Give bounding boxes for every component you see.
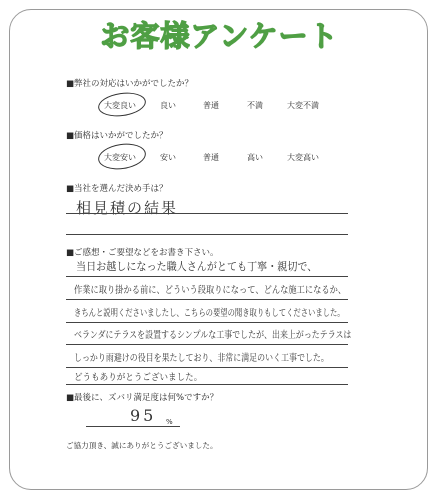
footer-thanks: ご協力頂き、誠にありがとうございました。 (66, 441, 218, 450)
comment-rule-3 (66, 322, 348, 323)
service-option-5[interactable]: 大変不満 (287, 101, 319, 110)
price-option-2[interactable]: 安い (160, 153, 176, 162)
question-satisfaction: ■最後に、ズバリ満足度は何%ですか？ (66, 393, 219, 403)
question-reason: ■当社を選んだ決め手は？ (66, 184, 168, 194)
survey-title: お客様アンケート (100, 19, 339, 53)
comment-rule-5 (66, 367, 348, 368)
comment-line-1: 当日お越しになった職人さんがとても丁寧・親切で、 (76, 261, 318, 273)
comment-line-4: ベランダにテラスを設置するシンプルな工事でしたが、出来上がったテラスは (74, 330, 352, 341)
service-option-4[interactable]: 不満 (247, 101, 263, 110)
price-option-5[interactable]: 大変高い (287, 153, 319, 162)
price-option-3[interactable]: 普通 (203, 153, 219, 162)
comment-rule-2 (66, 299, 348, 300)
service-option-3[interactable]: 普通 (203, 101, 219, 110)
question-service: ■弊社の対応はいかがでしたか？ (66, 79, 194, 89)
satisfaction-unit: % (166, 418, 173, 426)
comment-line-5: しっかり雨避けの役目を果たしており、非常に満足のいく工事でした。 (74, 353, 329, 364)
question-price: ■価格はいかがでしたか？ (66, 131, 168, 141)
reason-line-2 (66, 234, 348, 235)
comment-rule-6 (66, 384, 348, 385)
comment-line-6: どうもありがとうございました。 (74, 373, 203, 383)
service-option-1[interactable]: 大変良い (104, 101, 136, 110)
comment-rule-4 (66, 344, 348, 345)
satisfaction-line (86, 426, 180, 427)
reason-answer: 相見積の結果 (76, 199, 179, 217)
reason-line-1 (66, 213, 348, 214)
satisfaction-value: 95 (130, 406, 157, 425)
question-comments: ■ご感想・ご要望などをお書き下さい。 (66, 248, 219, 258)
price-option-1[interactable]: 大変安い (104, 153, 136, 162)
price-option-4[interactable]: 高い (247, 153, 263, 162)
comment-line-2: 作業に取り掛かる前に、どういう段取りになって、どんな施工になるか、 (74, 285, 347, 296)
service-option-2[interactable]: 良い (160, 101, 176, 110)
comment-line-3: きちんと説明くださいましたし、こちらの要望の聞き取りもしてくださいました。 (74, 308, 345, 319)
comment-rule-1 (66, 276, 348, 277)
